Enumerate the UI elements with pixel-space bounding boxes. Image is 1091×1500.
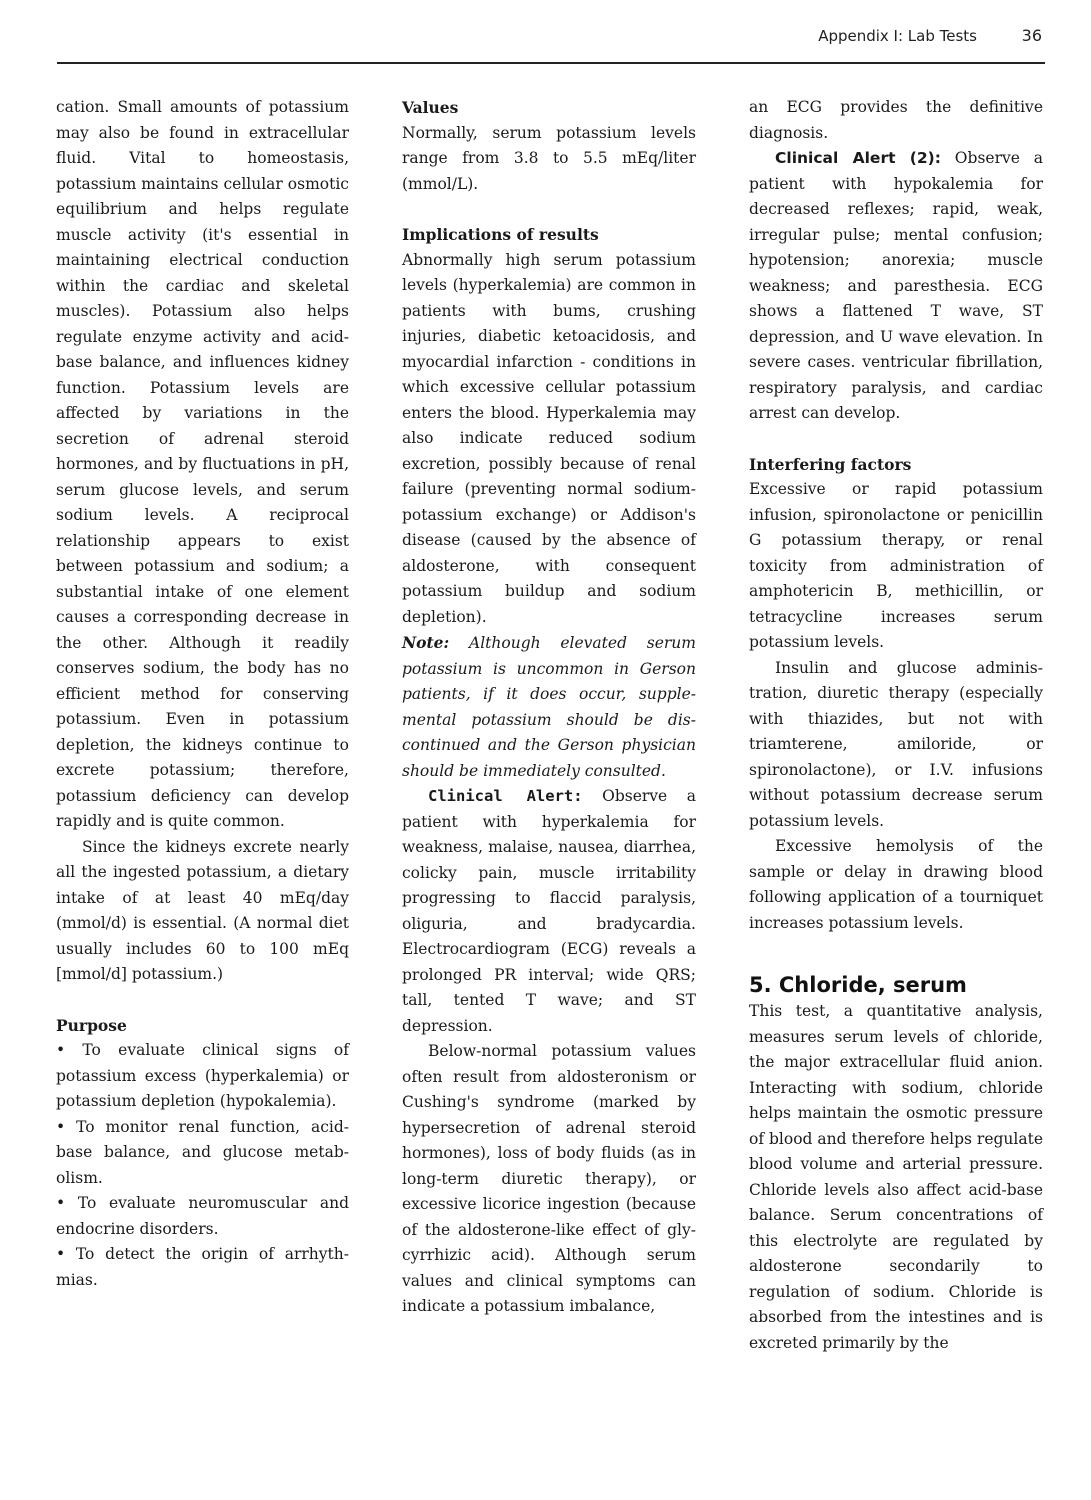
- interfering-factors-paragraph: Excessive or rapid potassium infusion, spironolactone or penicillin G potassium therapy, or renal toxicity from administration of amphotericin B, methicillin, or tetracycline increases serum potassium levels.: [749, 480, 1043, 651]
- note-lead: Note:: [402, 633, 450, 652]
- chloride-paragraph: This test, a quantitative analysis, measures serum levels of chloride, the major extracellular fluid anion. Interacting with sodium, chloride helps maintain the osmotic pressure of blood and therefore helps regulate blood volume and arterial pressure. Chloride levels also affect acid-base balance. Serum concentrations of this electrolyte are regulated by aldosterone secondarily to regulation of sodium. Chloride is absorbed from the intestines and is excreted primarily by the: [749, 1002, 1044, 1352]
- page-number: 36: [1021, 26, 1042, 45]
- insulin-paragraph: Insulin and glucose administration, diuretic therapy (especially with thiazides, but not with triamterene, amiloride, or spironolactone), or I.V. infusions without potassium decrease serum potassium levels.: [749, 658, 1043, 830]
- chloride-section-title: 5. Chloride, serum: [749, 973, 967, 997]
- clinical-alert-paragraph: [402, 784, 696, 1039]
- clinical-alert-2-text: Observe a patient with hypokalemia for decreased reflexes; rapid, weak, irregular pulse; mental confusion; hypotension; anorexia; muscle weakness; and paresthesia. ECG shows a flattened T wave, ST depression, and U wave elevation. In severe cases. ventricular fibrillation, respiratory paralysis, and cardiac arrest can develop.: [749, 149, 1043, 422]
- values-paragraph: Normally, serum potassium levels range from 3.8 to 5.5 mEq/liter (mmol/L).: [402, 123, 696, 193]
- values-heading: Values: [402, 98, 459, 117]
- purpose-heading: Purpose: [56, 1015, 127, 1035]
- interfering-factors-heading: Interfering factors: [749, 454, 912, 474]
- clinical-alert-lead: Clinical Alert:: [428, 787, 583, 805]
- dietary-intake-paragraph: Since the kidneys excrete nearly all the ingested potassium, a dietary intake of at least 40 mEq/day (mmol/d) is essential. (A normal diet usually includes 60 to 100 mEq [mmol/d] potassium.): [56, 837, 349, 983]
- gerson-note: [402, 630, 696, 784]
- implications-heading: Implications of results: [402, 225, 599, 244]
- column-3: [749, 95, 1043, 1356]
- page-header: [57, 24, 1045, 64]
- purpose-item: • To evaluate neuromuscular and endocrine disorders.: [56, 1194, 349, 1238]
- note-text: Although elevated serum potassium is uncommon in Gerson patients, if it does occur, supplemental potassium should be discontinued and the Gerson physician should be immediately consulted.: [402, 634, 696, 780]
- clinical-alert-2-paragraph: [749, 146, 1043, 427]
- clinical-alert-2-lead: Clinical Alert (2):: [775, 149, 941, 167]
- implications-paragraph: Abnormally high serum potassium levels (hyperkalemia) are common in patients with bums, crushing injuries, diabetic ketoacidosis, and myocardial infarction - conditions in which excessive cellular potassium enters the blood. Hyperkalemia may also indicate reduced sodium excretion, possibly because of renal failure (preventing normal sodium-potassium exchange) or Addison's disease (caused by the absence of aldosterone, with consequent potassium buildup and sodium depletion).: [402, 250, 696, 626]
- ecg-continuation-paragraph: an ECG provides the definitive diagnosis.: [749, 98, 1043, 142]
- below-normal-paragraph: Below-normal potassium values often result from aldosteronism or Cushing's syndrome (marked by hypersecretion of adrenal steroid hormones), loss of body fluids (as in long-term diuretic therapy), or excessive licorice ingestion (because of the aldosterone-like effect of glycyrrhizic acid). Although serum values and clinical symptoms can indicate a potassium imbalance,: [402, 1042, 696, 1315]
- purpose-item: • To monitor renal function, acid-base balance, and glucose metabolism.: [56, 1117, 349, 1187]
- potassium-intro-paragraph: cation. Small amounts of potassium may also be found in extracellular fluid. Vital to homeostasis, potassium maintains cellular osmotic equilibrium and helps regulate muscle activity (it's essential in maintaining electrical conduction within the cardiac and skeletal muscles). Potassium also helps regulate enzyme activity and acid-base balance, and influences kidney function. Potassium levels are affected by variations in the secretion of adrenal steroid hormones, and by fluctuations in pH, serum glucose levels, and serum sodium levels. A reciprocal relationship appears to exist between potassium and sodium; a substantial intake of one element causes a corresponding decrease in the other. Although it readily conserves sodium, the body has no efficient method for conserving potassium. Even in potassium depletion, the kidneys continue to excrete potassium; therefore, potassium deficiency can develop rapidly and is quite common.: [56, 98, 349, 830]
- clinical-alert-text: Observe a patient with hyperkalemia for weakness, malaise, nausea, diarrhea, colicky pain, muscle irritability progressing to flaccid paralysis, oliguria, and bradycardia. Electrocardiogram (ECG) reveals a prolonged PR interval; wide QRS; tall, tented T wave; and ST depression.: [402, 787, 696, 1035]
- hemolysis-paragraph: Excessive hemolysis of the sample or delay in drawing blood following application of a tourniquet increases potassium levels.: [749, 837, 1043, 932]
- column-2: [402, 95, 696, 1320]
- running-head: Appendix I: Lab Tests: [818, 27, 977, 45]
- purpose-item: • To evaluate clinical signs of potassium excess (hyperkalemia) or potassium depletion (hypokalemia).: [56, 1041, 349, 1110]
- purpose-item: • To detect the origin of arrhythmias.: [56, 1245, 349, 1289]
- column-1: [56, 95, 349, 1293]
